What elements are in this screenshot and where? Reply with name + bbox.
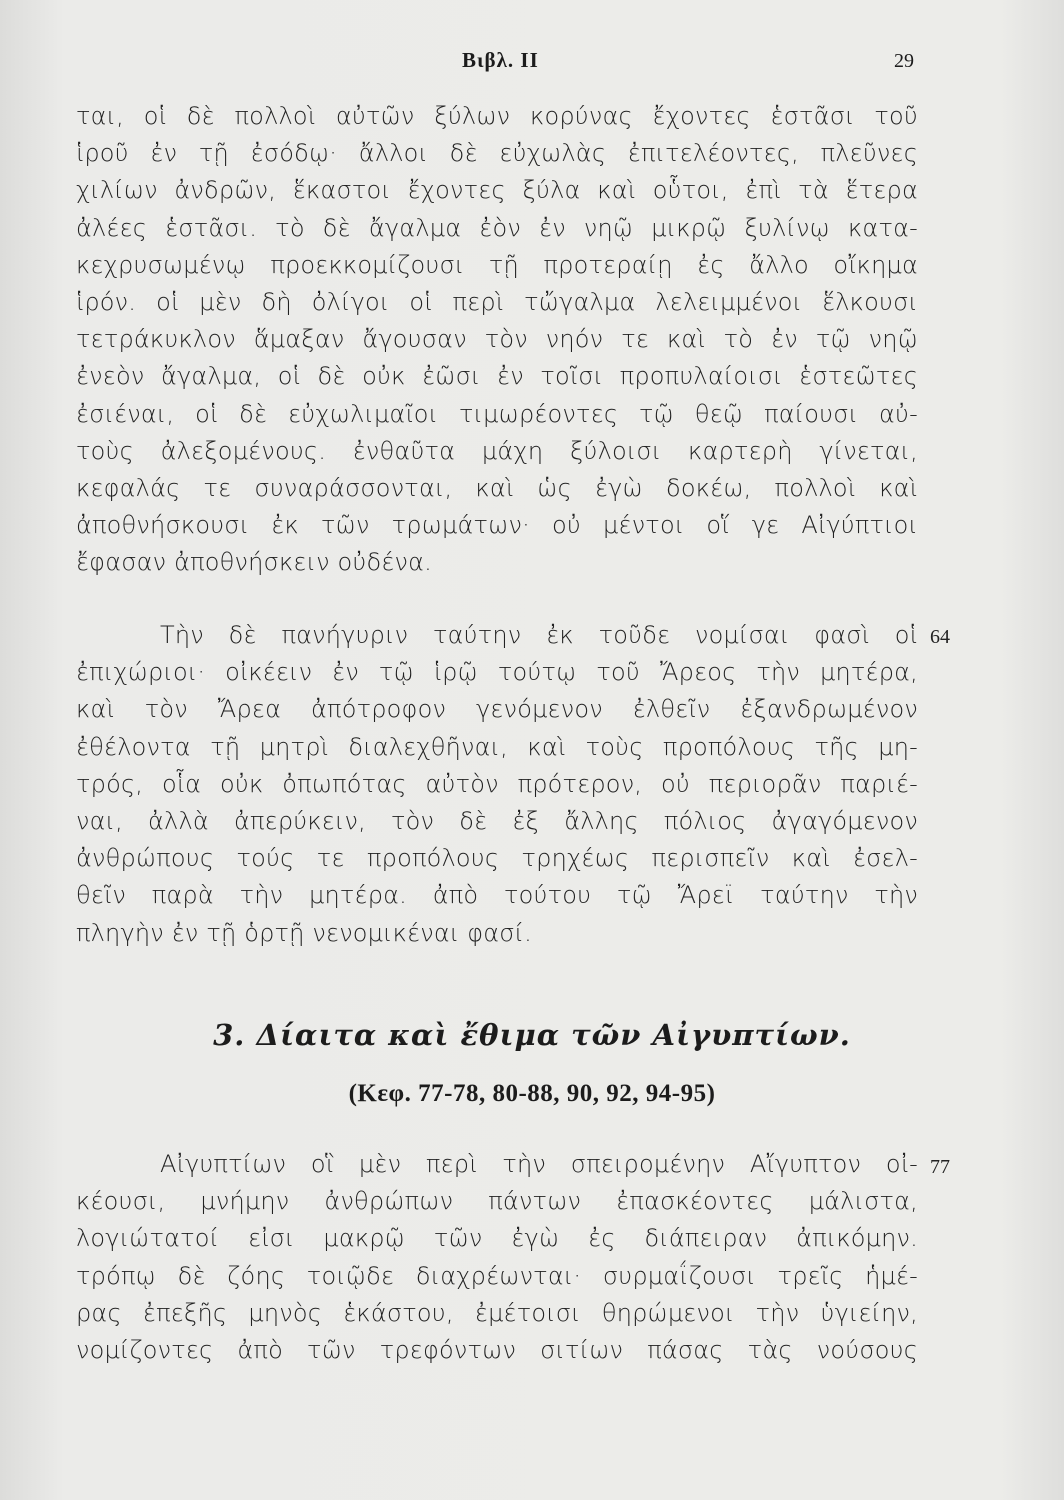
text-line: ἀποθνήσκουσι ἐκ τῶν τρωμάτων· οὐ μέντοι οἵ γε Αἰγύπτιοι (76, 511, 918, 540)
running-title: Βιβλ. II (462, 48, 539, 72)
text-line: ρας ἐπεξῆς μηνὸς ἑκάστου, ἐμέτοισι θηρώμενοι τὴν ὑγιείην, (76, 1298, 918, 1327)
text-line: κέουσι, μνήμην ἀνθρώπων πάντων ἐπασκέοντες μάλιστα, (76, 1187, 918, 1216)
page-header (0, 44, 1064, 74)
text-line: ἐπιχώριοι· οἰκέειν ἐν τῷ ἱρῷ τούτῳ τοῦ Ἄρεος τὴν μητέρα, (76, 658, 918, 687)
text-line: ναι, ἀλλὰ ἀπερύκειν, τὸν δὲ ἐξ ἄλλης πόλιος ἀγαγόμενον (76, 806, 918, 835)
text-line: καὶ τὸν Ἄρεα ἀπότροφον γενόμενον ἐλθεῖν ἐξανδρωμένον (76, 695, 918, 724)
text-line: τρός, οἷα οὐκ ὀπωπότας αὐτὸν πρότερον, οὐ περιορᾶν παριέ- (76, 769, 918, 798)
text-line: Τὴν δὲ πανήγυριν ταύτην ἐκ τοῦδε νομίσαι φασὶ οἱ (160, 621, 918, 649)
text-line: τρόπῳ δὲ ζόης τοιῷδε διαχρέωνται· συρμαΐζουσι τρεῖς ἡμέ- (76, 1261, 918, 1290)
section-chapter-range: (Κεφ. 77-78, 80-88, 90, 92, 94-95) (348, 1080, 716, 1107)
text-line: ἐσιέναι, οἱ δὲ εὐχωλιμαῖοι τιμωρέοντες τῷ θεῷ παίουσι αὐ- (76, 399, 918, 428)
text-line: κεφαλάς τε συναράσσονται, καὶ ὡς ἐγὼ δοκέω, πολλοὶ καὶ (76, 473, 918, 502)
paragraph-continued (76, 98, 918, 581)
margin-chapter-number: 64 (930, 626, 950, 648)
text-line: νομίζοντες ἀπὸ τῶν τρεφόντων σιτίων πάσας τὰς νούσους (76, 1335, 918, 1364)
text-line: ἱρόν. οἱ μὲν δὴ ὀλίγοι οἱ περὶ τὤγαλμα λελειμμένοι ἕλκουσι (76, 287, 918, 316)
text-line: λογιώτατοί εἰσι μακρῷ τῶν ἐγὼ ἐς διάπειραν ἀπικόμην. (76, 1224, 918, 1253)
text-line: τετράκυκλον ἅμαξαν ἄγουσαν τὸν νηόν τε καὶ τὸ ἐν τῷ νηῷ (76, 325, 918, 354)
text-line: ἱροῦ ἐν τῇ ἐσόδῳ· ἄλλοι δὲ εὐχωλὰς ἐπιτελέοντες, πλεῦνες (76, 139, 918, 168)
text-line: Αἰγυπτίων οἳ μὲν περὶ τὴν σπειρομένην Αἴγυπτον οἰ- (160, 1150, 918, 1178)
margin-chapter-number: 77 (930, 1156, 950, 1178)
section-heading: 3. Δίαιτα καὶ ἔθιμα τῶν Αἰγυπτίων. (213, 1018, 851, 1052)
text-line: ἐθέλοντα τῇ μητρὶ διαλεχθῆναι, καὶ τοὺς προπόλους τῆς μη- (76, 732, 918, 761)
text-line: χιλίων ἀνδρῶν, ἕκαστοι ἔχοντες ξύλα καὶ οὗτοι, ἐπὶ τὰ ἕτερα (76, 176, 918, 205)
text-line: θεῖν παρὰ τὴν μητέρα. ἀπὸ τούτου τῷ Ἄρεϊ ταύτην τὴν (76, 881, 918, 910)
text-line: πληγὴν ἐν τῇ ὁρτῇ νενομικέναι φασί. (76, 918, 533, 947)
text-line: ἐνεὸν ἄγαλμα, οἱ δὲ οὐκ ἐῶσι ἐν τοῖσι προπυλαίοισι ἑστεῶτες (76, 362, 918, 391)
text-line: ἀνθρώπους τούς τε προπόλους τρηχέως περισπεῖν καὶ ἐσελ- (76, 844, 918, 873)
paragraph-chapter-77 (76, 1146, 918, 1369)
page-number: 29 (894, 50, 914, 72)
text-line: τοὺς ἀλεξομένους. ἐνθαῦτα μάχη ξύλοισι καρτερὴ γίνεται, (76, 436, 918, 465)
paragraph-chapter-64 (76, 617, 918, 952)
text-line: κεχρυσωμένῳ προεκκομίζουσι τῇ προτεραίῃ ἐς ἄλλο οἴκημα (76, 250, 918, 279)
text-line: ἀλέες ἑστᾶσι. τὸ δὲ ἄγαλμα ἐὸν ἐν νηῷ μικρῷ ξυλίνῳ κατα- (76, 213, 918, 242)
text-line: ται, οἱ δὲ πολλοὶ αὐτῶν ξύλων κορύνας ἔχοντες ἑστᾶσι τοῦ (76, 102, 918, 130)
text-line: ἔφασαν ἀποθνήσκειν οὐδένα. (76, 548, 432, 577)
